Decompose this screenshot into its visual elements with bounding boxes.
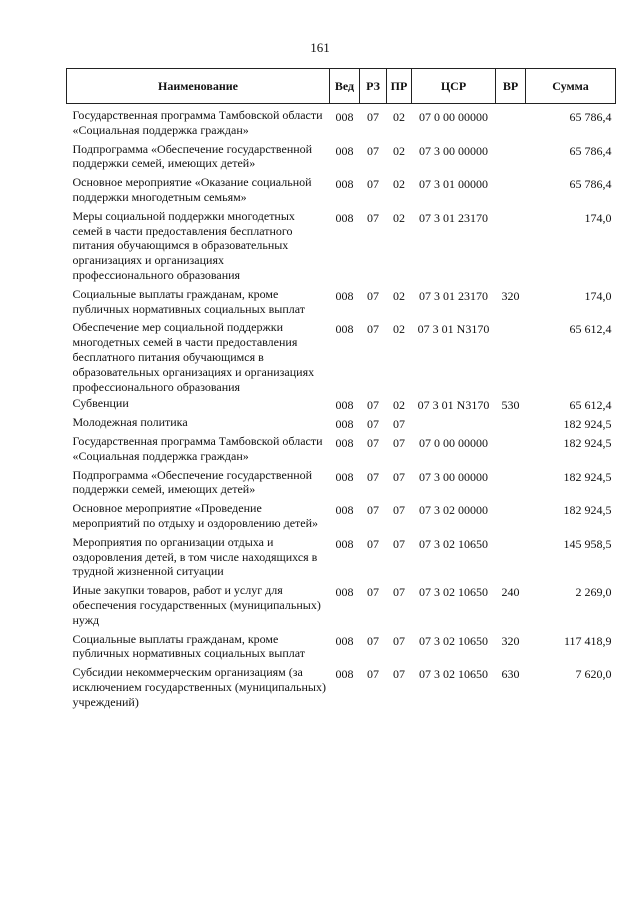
cell-vr — [496, 497, 526, 531]
cell-name: Субсидии некоммерческим организациям (за исключением государственных (муниципальных) учреждений) — [72, 665, 326, 709]
cell-name: Субвенции — [72, 396, 129, 411]
cell-rz: 07 — [367, 143, 379, 158]
cell-ved: 008 — [335, 143, 354, 158]
cell-csr: 07 3 02 10650 — [419, 633, 488, 648]
cell-csr: 07 3 01 00000 — [419, 177, 488, 192]
cell-ved: 008 — [335, 435, 354, 450]
header-rz: РЗ — [360, 69, 387, 104]
cell-ved: 008 — [335, 398, 354, 413]
cell-ved: 008 — [335, 110, 354, 124]
cell-ved: 008 — [335, 210, 354, 225]
cell-sum: 117 418,9 — [563, 633, 612, 648]
cell-sum: 7 620,0 — [575, 667, 612, 682]
cell-vr — [496, 104, 526, 138]
cell-rz: 07 — [367, 417, 379, 432]
cell-csr: 07 3 02 10650 — [419, 536, 488, 551]
table-row — [67, 464, 616, 498]
cell-rz: 07 — [367, 503, 379, 518]
table-row — [67, 394, 616, 413]
cell-vr — [496, 432, 526, 464]
cell-rz: 07 — [367, 177, 379, 192]
cell-sum: 65 786,4 — [569, 177, 612, 192]
cell-sum: 65 786,4 — [569, 110, 612, 124]
cell-sum: 182 924,5 — [563, 435, 612, 450]
cell-name: Подпрограмма «Обеспечение государственной поддержки семей, имеющих детей» — [72, 141, 313, 171]
cell-sum: 65 786,4 — [569, 143, 612, 158]
cell-name: Основное мероприятие «Проведение мероприятий по отдыху и оздоровлению детей» — [72, 501, 319, 530]
header-csr: ЦСР — [412, 69, 496, 104]
cell-name: Социальные выплаты гражданам, кроме публичных нормативных социальных выплат — [72, 286, 306, 316]
cell-csr: 07 3 02 10650 — [419, 667, 488, 682]
cell-rz: 07 — [367, 288, 379, 303]
cell-csr: 07 3 01 23170 — [419, 210, 488, 225]
cell-sum: 174,0 — [584, 210, 612, 225]
cell-sum: 182 924,5 — [563, 469, 612, 484]
cell-sum: 182 924,5 — [563, 503, 612, 518]
cell-vr — [496, 138, 526, 172]
cell-name: Основное мероприятие «Оказание социальной поддержки многодетным семьям» — [72, 175, 312, 204]
cell-csr: 07 3 00 00000 — [419, 143, 488, 158]
header-sum: Сумма — [526, 69, 616, 104]
cell-rz: 07 — [367, 633, 379, 648]
cell-vr: 320 — [501, 288, 520, 303]
cell-pr: 07 — [393, 469, 405, 484]
cell-ved: 008 — [335, 503, 354, 518]
cell-name: Социальные выплаты гражданам, кроме публичных нормативных социальных выплат — [72, 631, 306, 661]
cell-ved: 008 — [335, 177, 354, 192]
cell-pr: 07 — [393, 633, 405, 648]
cell-name: Иные закупки товаров, работ и услуг для обеспечения государственных (муниципальных) нужд — [72, 583, 321, 627]
table-row — [67, 413, 616, 432]
cell-ved: 008 — [335, 469, 354, 484]
table-row — [67, 628, 616, 662]
cell-name: Государственная программа Тамбовской области «Социальная поддержка граждан» — [72, 108, 323, 137]
cell-csr: 07 3 02 00000 — [419, 503, 488, 518]
cell-vr — [496, 205, 526, 283]
table-row — [67, 579, 616, 627]
cell-csr — [412, 413, 496, 432]
cell-rz: 07 — [367, 585, 379, 600]
table-row — [67, 283, 616, 317]
cell-csr: 07 3 01 N3170 — [417, 322, 490, 337]
cell-csr: 07 0 00 00000 — [419, 435, 488, 450]
cell-csr: 07 0 00 00000 — [419, 110, 488, 124]
cell-sum: 182 924,5 — [563, 417, 612, 432]
cell-pr: 02 — [393, 143, 405, 158]
cell-vr — [496, 413, 526, 432]
cell-pr: 07 — [393, 667, 405, 682]
cell-sum: 65 612,4 — [569, 322, 612, 337]
table-row — [67, 531, 616, 579]
cell-name: Подпрограмма «Обеспечение государственной поддержки семей, имеющих детей» — [72, 467, 313, 497]
table-row — [67, 171, 616, 205]
cell-sum: 174,0 — [584, 288, 612, 303]
cell-rz: 07 — [367, 398, 379, 413]
cell-rz: 07 — [367, 667, 379, 682]
cell-pr: 02 — [393, 177, 405, 192]
cell-csr: 07 3 01 N3170 — [417, 398, 490, 413]
header-pr: ПР — [387, 69, 412, 104]
cell-pr: 07 — [393, 417, 405, 432]
table-row — [67, 104, 616, 138]
cell-ved: 008 — [335, 417, 354, 432]
table-row — [67, 432, 616, 464]
cell-name: Молодежная политика — [72, 415, 188, 430]
header-name: Наименование — [67, 69, 330, 104]
cell-pr: 02 — [393, 210, 405, 225]
table-row — [67, 497, 616, 531]
cell-csr: 07 3 02 10650 — [419, 585, 488, 600]
cell-rz: 07 — [367, 110, 379, 124]
cell-rz: 07 — [367, 469, 379, 484]
budget-table — [66, 68, 616, 709]
cell-vr: 320 — [501, 633, 520, 648]
cell-rz: 07 — [367, 435, 379, 450]
cell-ved: 008 — [335, 536, 354, 551]
cell-vr — [496, 464, 526, 498]
table-row — [67, 316, 616, 394]
cell-pr: 02 — [393, 110, 405, 124]
cell-csr: 07 3 01 23170 — [419, 288, 488, 303]
header-vr: ВР — [496, 69, 526, 104]
cell-name: Меры социальной поддержки многодетных семей в части предоставления бесплатного питания обучающимся в образовательных организациях и организациях профессионального образования — [72, 208, 295, 282]
cell-pr: 02 — [393, 288, 405, 303]
table-header-row — [67, 69, 616, 104]
table-row — [67, 138, 616, 172]
cell-ved: 008 — [335, 633, 354, 648]
cell-sum: 2 269,0 — [575, 585, 612, 600]
cell-pr: 02 — [393, 398, 405, 413]
header-ved: Вед — [330, 69, 360, 104]
cell-vr — [496, 531, 526, 579]
cell-ved: 008 — [335, 585, 354, 600]
cell-sum: 65 612,4 — [569, 398, 612, 413]
table-row — [67, 661, 616, 709]
cell-rz: 07 — [367, 536, 379, 551]
cell-sum: 145 958,5 — [563, 536, 612, 551]
cell-ved: 008 — [335, 288, 354, 303]
cell-rz: 07 — [367, 322, 379, 337]
cell-vr: 630 — [501, 667, 520, 682]
cell-name: Обеспечение мер социальной поддержки многодетных семей в части предоставления бесплатного питания обучающимся в образовательных организациях и организациях профессионального образования — [72, 320, 315, 394]
cell-csr: 07 3 00 00000 — [419, 469, 488, 484]
cell-pr: 07 — [393, 503, 405, 518]
table-row — [67, 205, 616, 283]
cell-pr: 07 — [393, 435, 405, 450]
cell-ved: 008 — [335, 667, 354, 682]
cell-vr — [496, 171, 526, 205]
cell-pr: 07 — [393, 536, 405, 551]
page-number: 161 — [310, 40, 330, 55]
cell-vr: 530 — [501, 398, 520, 413]
cell-vr: 240 — [501, 585, 520, 600]
cell-name: Мероприятия по организации отдыха и оздоровления детей, в том числе находящихся в трудной жизненной ситуации — [72, 534, 318, 579]
cell-vr — [496, 316, 526, 394]
cell-ved: 008 — [335, 322, 354, 337]
cell-pr: 07 — [393, 585, 405, 600]
table-body — [67, 104, 616, 710]
cell-pr: 02 — [393, 322, 405, 337]
cell-name: Государственная программа Тамбовской области «Социальная поддержка граждан» — [72, 433, 323, 463]
cell-rz: 07 — [367, 210, 379, 225]
